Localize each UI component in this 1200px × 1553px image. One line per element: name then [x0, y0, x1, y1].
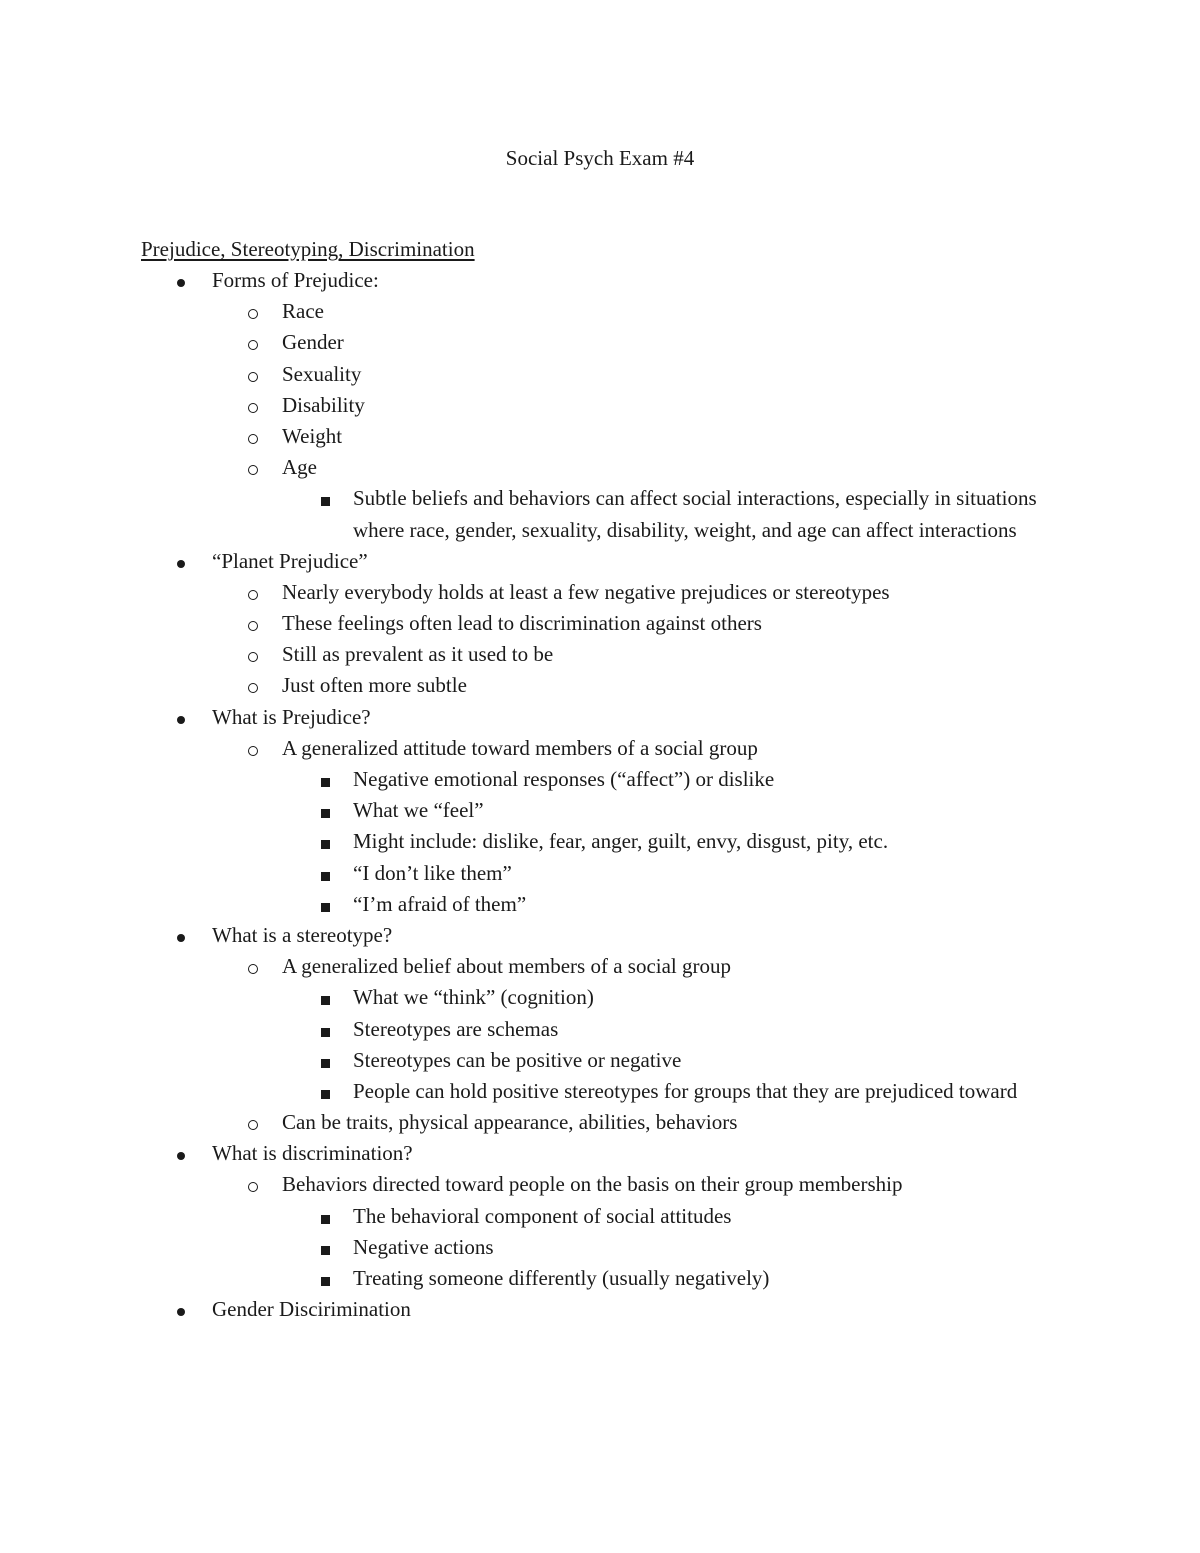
hollow-circle-bullet-icon — [247, 1107, 267, 1138]
outline-item-text: A generalized belief about members of a social group — [282, 954, 731, 979]
outline-item-level-3 — [353, 483, 1043, 545]
outline-item-text: Disability — [282, 392, 365, 417]
hollow-circle-bullet-icon — [247, 639, 267, 670]
outline-item-text: Subtle beliefs and behaviors can affect social interactions, especially in situations where race, gender, sexuality, disability, weight, and age can affect interactions — [353, 486, 1037, 542]
filled-square-bullet-icon — [319, 982, 339, 1013]
outline-item-text: The behavioral component of social attitudes — [353, 1203, 732, 1228]
outline-item-level-3 — [353, 1232, 1200, 1263]
filled-square-bullet-icon — [319, 889, 339, 920]
filled-circle-bullet-icon — [175, 265, 195, 296]
outline-item-level-2 — [282, 639, 1200, 670]
outline-item-text: Stereotypes can be positive or negative — [353, 1047, 682, 1072]
hollow-circle-bullet-icon — [247, 577, 267, 608]
outline-item-level-2 — [282, 390, 1200, 421]
outline-item-text: These feelings often lead to discrimination against others — [282, 611, 762, 636]
hollow-circle-bullet-icon — [247, 452, 267, 483]
outline-item-text: Forms of Prejudice: — [212, 268, 379, 292]
outline-item-level-2 — [282, 733, 1200, 764]
outline-item-level-3 — [353, 764, 1200, 795]
filled-circle-bullet-icon — [175, 1294, 195, 1325]
filled-square-bullet-icon — [319, 1014, 339, 1045]
outline-item-level-1 — [212, 702, 1200, 733]
outline-item-text: Behaviors directed toward people on the basis on their group membership — [282, 1172, 903, 1197]
filled-circle-bullet-icon — [175, 546, 195, 577]
outline-item-level-3 — [353, 889, 1200, 920]
hollow-circle-bullet-icon — [247, 359, 267, 390]
outline-item-level-3 — [353, 1076, 1043, 1107]
outline-item-text: What is discrimination? — [212, 1141, 413, 1166]
hollow-circle-bullet-icon — [247, 608, 267, 639]
hollow-circle-bullet-icon — [247, 1169, 267, 1200]
outline-item-text: Might include: dislike, fear, anger, guilt, envy, disgust, pity, etc. — [353, 829, 889, 854]
outline-list — [0, 265, 1200, 1325]
outline-item-text: “Planet Prejudice” — [212, 548, 368, 573]
outline-item-text: Gender — [282, 330, 344, 355]
hollow-circle-bullet-icon — [247, 733, 267, 764]
filled-square-bullet-icon — [319, 1076, 339, 1107]
outline-item-text: Nearly everybody holds at least a few negative prejudices or stereotypes — [282, 579, 890, 604]
document-title: Social Psych Exam #4 — [505, 146, 695, 170]
outline-item-level-2 — [282, 670, 1200, 701]
outline-item-level-1 — [212, 265, 1200, 296]
outline-item-level-2 — [282, 421, 1200, 452]
outline-item-level-2 — [282, 577, 1200, 608]
outline-item-text: A generalized attitude toward members of a social group — [282, 735, 758, 760]
filled-square-bullet-icon — [319, 1201, 339, 1232]
outline-item-text: Still as prevalent as it used to be — [282, 642, 554, 667]
filled-circle-bullet-icon — [175, 1138, 195, 1169]
filled-square-bullet-icon — [319, 858, 339, 889]
outline-item-text: Just often more subtle — [282, 673, 467, 698]
filled-circle-bullet-icon — [175, 920, 195, 951]
filled-square-bullet-icon — [319, 826, 339, 857]
outline-item-level-3 — [353, 1045, 1200, 1076]
outline-item-level-1 — [212, 920, 1200, 951]
filled-square-bullet-icon — [319, 483, 339, 514]
outline-item-level-2 — [282, 1169, 1200, 1200]
outline-item-level-3 — [353, 982, 1200, 1013]
filled-circle-bullet-icon — [175, 702, 195, 733]
hollow-circle-bullet-icon — [247, 951, 267, 982]
outline-item-text: What we “think” (cognition) — [353, 985, 594, 1010]
outline-item-text: Stereotypes are schemas — [353, 1016, 559, 1041]
outline-item-level-3 — [353, 795, 1200, 826]
outline-item-text: Can be traits, physical appearance, abilities, behaviors — [282, 1110, 738, 1135]
outline-item-text: Weight — [282, 423, 343, 448]
outline-item-text: Gender Discirimination — [212, 1297, 411, 1322]
hollow-circle-bullet-icon — [247, 327, 267, 358]
hollow-circle-bullet-icon — [247, 421, 267, 452]
outline-item-text: Age — [282, 455, 317, 480]
hollow-circle-bullet-icon — [247, 670, 267, 701]
filled-square-bullet-icon — [319, 795, 339, 826]
outline-item-level-3 — [353, 826, 1200, 857]
outline-item-level-2 — [282, 296, 1200, 327]
outline-item-level-3 — [353, 1201, 1200, 1232]
outline-item-text: Negative emotional responses (“affect”) or dislike — [353, 767, 775, 792]
filled-square-bullet-icon — [319, 1232, 339, 1263]
outline-item-text: People can hold positive stereotypes for groups that they are prejudiced toward — [353, 1078, 1018, 1103]
outline-item-level-3 — [353, 858, 1200, 889]
outline-item-text: Negative actions — [353, 1234, 494, 1259]
outline-item-level-2 — [282, 327, 1200, 358]
outline-item-level-1 — [212, 546, 1200, 577]
outline-item-level-1 — [212, 1294, 1200, 1325]
outline-item-text: “I’m afraid of them” — [353, 891, 527, 916]
outline-item-level-1 — [212, 1138, 1200, 1169]
outline-item-level-3 — [353, 1014, 1200, 1045]
filled-square-bullet-icon — [319, 764, 339, 795]
section-heading: Prejudice, Stereotyping, Discrimination — [141, 237, 475, 261]
hollow-circle-bullet-icon — [247, 390, 267, 421]
outline-item-level-2 — [282, 608, 1200, 639]
outline-item-text: What we “feel” — [353, 798, 484, 823]
outline-item-level-2 — [282, 951, 1200, 982]
filled-square-bullet-icon — [319, 1045, 339, 1076]
outline-item-text: Treating someone differently (usually negatively) — [353, 1266, 770, 1291]
outline-item-level-2 — [282, 359, 1200, 390]
outline-item-level-3 — [353, 1263, 1200, 1294]
outline-item-text: “I don’t like them” — [353, 860, 512, 885]
outline-item-level-2 — [282, 1107, 1200, 1138]
hollow-circle-bullet-icon — [247, 296, 267, 327]
outline-item-text: Race — [282, 299, 324, 324]
outline-item-text: What is a stereotype? — [212, 922, 393, 947]
outline-item-text: Sexuality — [282, 361, 362, 386]
outline-item-level-2 — [282, 452, 1200, 483]
outline-item-text: What is Prejudice? — [212, 704, 371, 729]
filled-square-bullet-icon — [319, 1263, 339, 1294]
